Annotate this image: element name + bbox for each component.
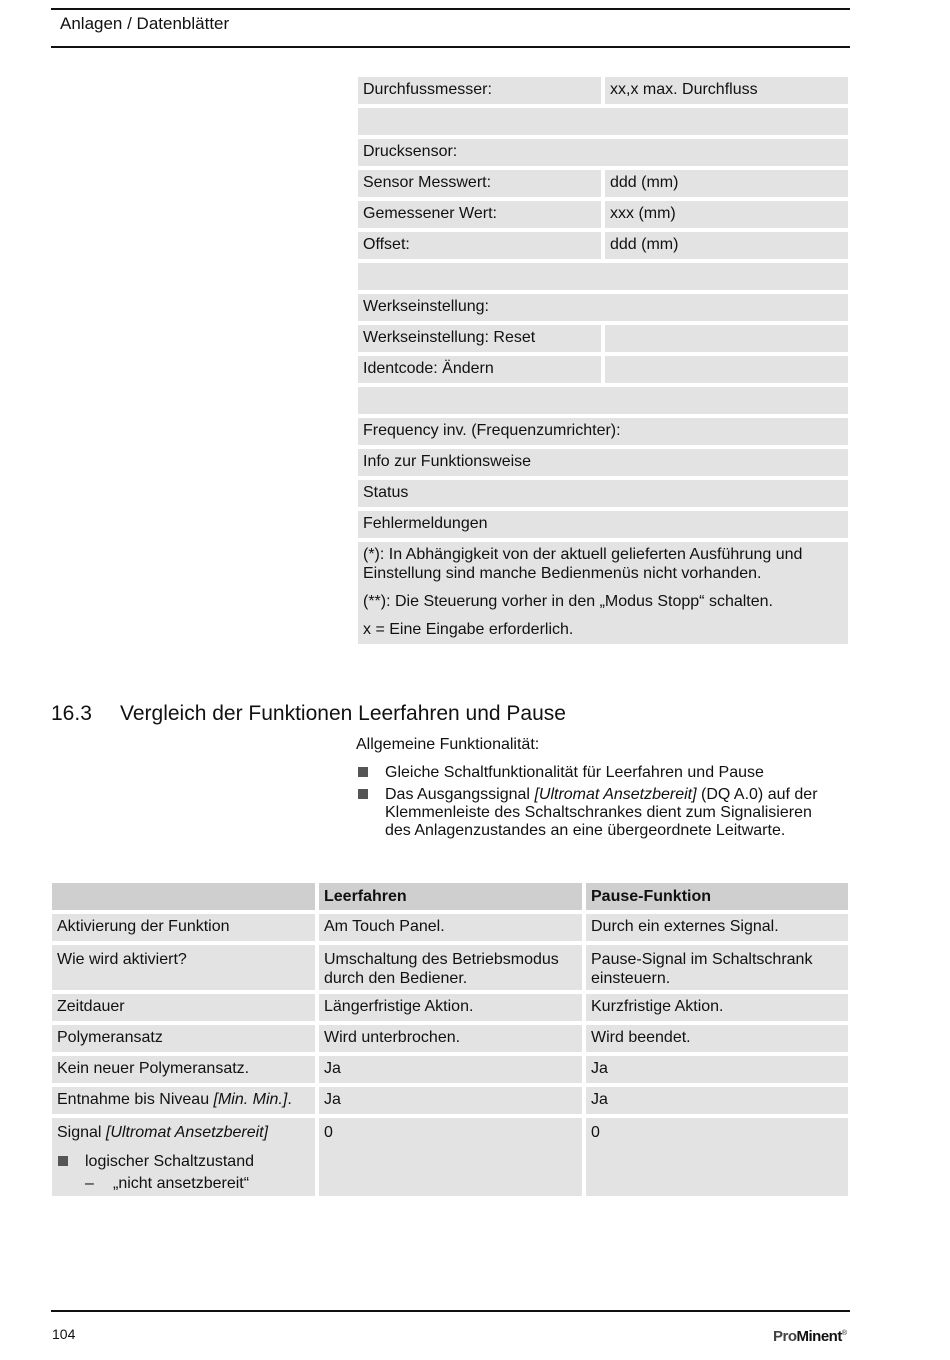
sensor-value: ddd (mm)	[605, 170, 848, 197]
spacer-row	[358, 263, 848, 290]
note-1-line-2: Einstellung sind manche Bedienmenüs nicht vorhanden.	[363, 565, 762, 582]
spacer-row	[358, 108, 848, 135]
table-cell: Durch ein externes Signal.	[586, 914, 848, 941]
section-title: Vergleich der Funktionen Leerfahren und Pause	[120, 702, 566, 725]
table-row-label	[52, 1087, 315, 1114]
bullet-square-icon	[58, 1156, 68, 1166]
label-text: Signal	[57, 1124, 106, 1141]
cell-line: Pause-Signal im Schaltschrank	[591, 951, 813, 968]
table-cell: 0	[319, 1118, 582, 1196]
table-row-label: Kein neuer Polymeransatz.	[52, 1056, 315, 1083]
table-cell: Wird unterbrochen.	[319, 1025, 582, 1052]
bullet-square-icon	[358, 767, 368, 777]
notes-cell	[358, 542, 848, 644]
table-cell	[319, 945, 582, 990]
table-cell: Am Touch Panel.	[319, 914, 582, 941]
sensor-label: Sensor Messwert:	[358, 170, 601, 197]
factory-heading: Werkseinstellung:	[358, 294, 848, 321]
header-top-rule	[51, 8, 850, 10]
pressure-heading: Drucksensor:	[358, 139, 848, 166]
table-cell: Längerfristige Aktion.	[319, 994, 582, 1021]
measured-label: Gemessener Wert:	[358, 201, 601, 228]
table-header-leerfahren: Leerfahren	[319, 883, 582, 910]
logo-minent: Minent	[796, 1328, 842, 1345]
factory-reset: Werkseinstellung: Reset	[358, 325, 601, 352]
spacer-row	[358, 387, 848, 414]
section-number: 16.3	[51, 702, 92, 725]
bullet-2-post: (DQ A.0) auf der	[696, 786, 818, 803]
label-level: [Min. Min.]	[213, 1091, 288, 1108]
table-cell: 0	[586, 1118, 848, 1196]
table-row-label: Aktivierung der Funktion	[52, 914, 315, 941]
bullet-2-line-1	[385, 786, 818, 804]
offset-label: Offset:	[358, 232, 601, 259]
dash-icon: –	[85, 1175, 94, 1192]
prominent-logo	[773, 1328, 847, 1345]
table-cell	[586, 945, 848, 990]
section-heading	[51, 702, 566, 726]
table-cell: Ja	[319, 1087, 582, 1114]
identcode-value	[605, 356, 848, 383]
signal-sub-text: „nicht ansetzbereit“	[113, 1175, 250, 1192]
intro-text: Allgemeine Funktionalität:	[356, 736, 540, 753]
cell-line: Umschaltung des Betriebsmodus	[324, 951, 559, 968]
factory-reset-value	[605, 325, 848, 352]
label-period: .	[287, 1091, 292, 1108]
page-number: 104	[52, 1326, 76, 1342]
bullet-2-pre: Das Ausgangssignal	[385, 786, 535, 803]
signal-bullet-row	[57, 1152, 310, 1171]
table-cell: Ja	[586, 1087, 848, 1114]
footer-rule	[51, 1310, 850, 1312]
bullet-2-line-3: des Anlagenzustandes an eine übergeordnete Leitwarte.	[385, 822, 786, 839]
note-3: x = Eine Eingabe erforderlich.	[363, 621, 574, 638]
table-row-label: Wie wird aktiviert?	[52, 945, 315, 990]
freq-info: Info zur Funktionsweise	[358, 449, 848, 476]
table-row-label: Zeitdauer	[52, 994, 315, 1021]
table-row-label	[52, 1118, 315, 1196]
note-2: (**): Die Steuerung vorher in den „Modus Stopp“ schalten.	[363, 593, 773, 610]
freq-errors: Fehlermeldungen	[358, 511, 848, 538]
table-header-pause: Pause-Funktion	[586, 883, 848, 910]
measured-value: xxx (mm)	[605, 201, 848, 228]
note-1-line-1: (*): In Abhängigkeit von der aktuell gelieferten Ausführung und	[363, 546, 803, 563]
bullet-square-icon	[358, 789, 368, 799]
cell-line: einsteuern.	[591, 970, 671, 987]
bullet-1-text: Gleiche Schaltfunktionalität für Leerfahren und Pause	[385, 764, 764, 781]
table-header-empty	[52, 883, 315, 910]
flow-value: xx,x max. Durchfluss	[605, 77, 848, 104]
cell-line: durch den Bediener.	[324, 970, 468, 987]
signal-label	[57, 1123, 310, 1142]
table-cell: Ja	[319, 1056, 582, 1083]
freq-heading: Frequency inv. (Frequenzumrichter):	[358, 418, 848, 445]
table-cell: Wird beendet.	[586, 1025, 848, 1052]
table-cell: Kurzfristige Aktion.	[586, 994, 848, 1021]
header-title: Anlagen / Datenblätter	[60, 14, 230, 33]
header-bottom-rule	[51, 46, 850, 48]
label-signal: [Ultromat Ansetzbereit]	[105, 1124, 269, 1141]
bullet-2-signal: [Ultromat Ansetzbereit]	[534, 786, 697, 803]
identcode: Identcode: Ändern	[358, 356, 601, 383]
signal-bullet-text: logischer Schaltzustand	[85, 1153, 254, 1170]
table-cell: Ja	[586, 1056, 848, 1083]
logo-pro: Pro	[773, 1328, 797, 1345]
label-text: Entnahme bis Niveau	[57, 1091, 214, 1108]
bullet-2-text	[385, 786, 818, 840]
bullet-2-line-2: Klemmenleiste des Schaltschrankes dient zum Signalisieren	[385, 804, 812, 821]
table-row-label: Polymeransatz	[52, 1025, 315, 1052]
flow-label: Durchfussmesser:	[358, 77, 601, 104]
freq-status: Status	[358, 480, 848, 507]
signal-dash-row	[57, 1174, 310, 1193]
offset-value: ddd (mm)	[605, 232, 848, 259]
logo-registered-mark: ®	[841, 1330, 847, 1337]
